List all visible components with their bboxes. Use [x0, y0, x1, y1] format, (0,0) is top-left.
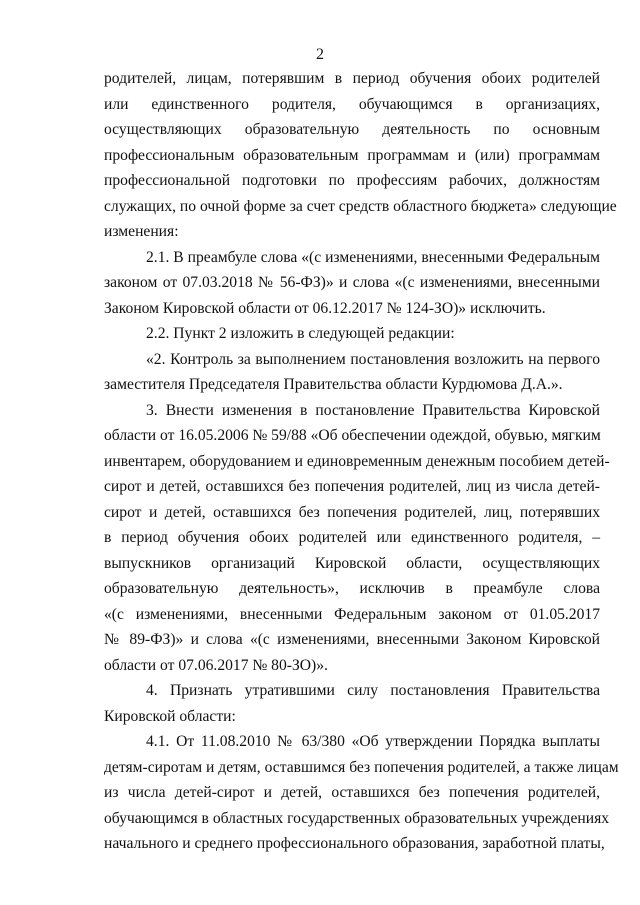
- text-line: области от 16.05.2006 № 59/88 «Об обеспечении одеждой, обувью, мягким: [104, 427, 601, 444]
- text-line: сирот и детей, оставшихся без попечения родителей, лиц из числа детей-: [104, 478, 600, 495]
- text-line: выпускников организаций Кировской области, осуществляющих: [104, 554, 600, 572]
- text-line: 2.2. Пункт 2 изложить в следующей редакции:: [146, 325, 455, 342]
- text-line: 2.1. В преамбуле слова «(с изменениями, внесенными Федеральным: [146, 248, 600, 266]
- text-line: профессиональной подготовки по профессиям рабочих, должностям: [104, 172, 600, 189]
- document-body: [104, 66, 619, 857]
- text-line: 3. Внести изменения в постановление Правительства Кировской: [146, 401, 600, 419]
- text-line: сирот и детей, оставшихся без попечения родителей, лиц, потерявших: [104, 503, 600, 521]
- text-line: Законом Кировской области от 06.12.2017 № 124-ЗО)» исключить.: [104, 299, 546, 317]
- text-line: инвентарем, оборудованием и единовременным денежным пособием детей-: [104, 452, 610, 470]
- text-line: 4.1. От 11.08.2010 № 63/380 «Об утверждении Порядка выплаты: [146, 733, 600, 750]
- text-line: или единственного родителя, обучающимся в организациях,: [104, 95, 600, 113]
- text-line: родителей, лицам, потерявшим в период обучения обоих родителей: [104, 70, 600, 87]
- text-line: № 89-ФЗ)» и слова «(с изменениями, внесенными Законом Кировской: [104, 631, 600, 648]
- text-line: законом от 07.03.2018 № 56-ФЗ)» и слова «(с изменениями, внесенными: [104, 274, 600, 291]
- text-line: в период обучения обоих родителей или единственного родителя, –: [104, 529, 600, 546]
- text-line: служащих, по очной форме за счет средств областного бюджета» следующие: [104, 197, 617, 215]
- text-line: изменения:: [104, 223, 179, 240]
- text-line: заместителя Председателя Правительства области Курдюмова Д.А.».: [104, 376, 563, 393]
- text-line: Кировской области:: [104, 707, 236, 725]
- text-line: из числа детей-сирот и детей, оставшихся без попечения родителей,: [104, 784, 600, 801]
- text-line: начального и среднего профессионального образования, заработной платы,: [104, 835, 605, 852]
- text-line: осуществляющих образовательную деятельность по основным: [104, 121, 600, 138]
- text-line: 4. Признать утратившими силу постановления Правительства: [146, 682, 600, 699]
- text-line: «(с изменениями, внесенными Федеральным законом от 01.05.2017: [104, 605, 600, 623]
- text-line: «2. Контроль за выполнением постановления возложить на первого: [146, 350, 600, 368]
- text-line: детям-сиротам и детям, оставшимся без попечения родителей, а также лицам: [104, 758, 619, 776]
- page-number: 2: [316, 46, 324, 63]
- text-line: профессиональным образовательным программам и (или) программам: [104, 146, 600, 164]
- text-line: обучающимся в областных государственных образовательных учреждениях: [104, 809, 610, 827]
- text-line: образовательную деятельность», исключив в преамбуле слова: [104, 580, 600, 597]
- text-line: области от 07.06.2017 № 80-ЗО)».: [104, 656, 328, 674]
